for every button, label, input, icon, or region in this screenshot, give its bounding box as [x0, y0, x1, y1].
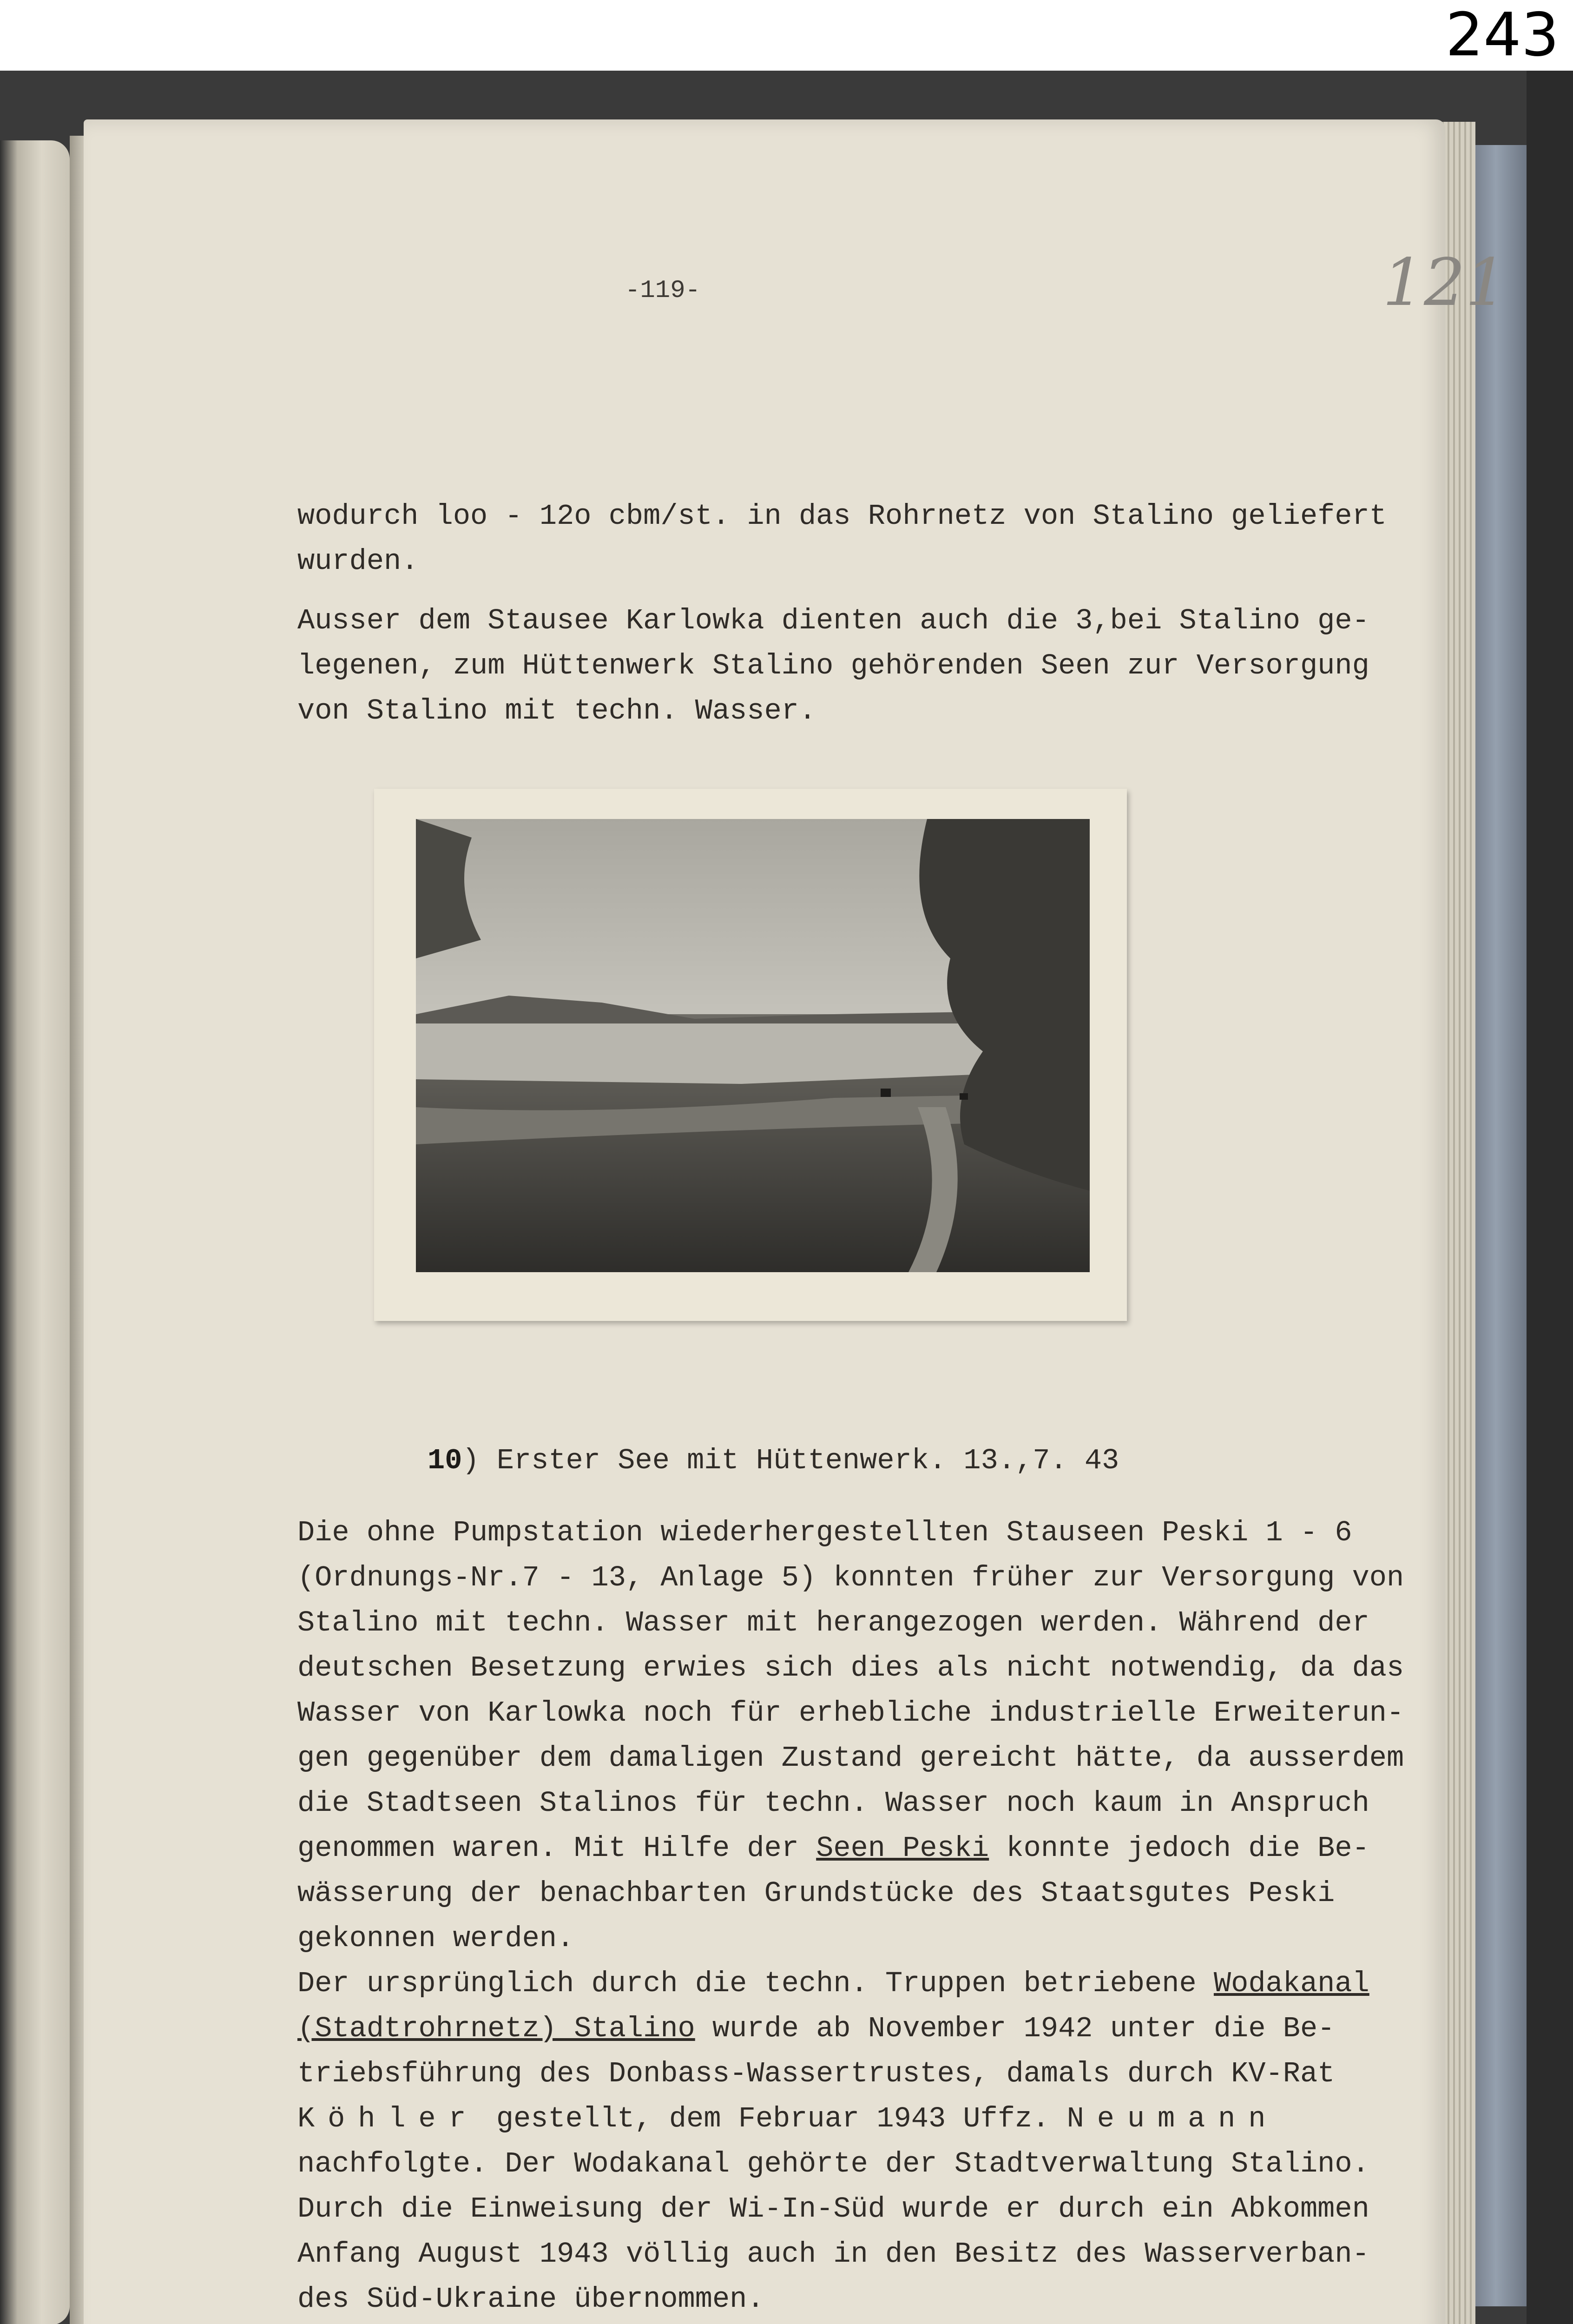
left-page-edge [0, 140, 70, 2324]
photo-caption [428, 1444, 1119, 1477]
line: gekonnen werden. [297, 1922, 574, 1955]
lake-photograph [416, 819, 1090, 1272]
line: gestellt, dem Februar 1943 Uffz. [479, 2102, 1067, 2135]
line: konnte jedoch die Be- [989, 1832, 1369, 1865]
line: deutschen Besetzung erwies sich dies als nicht notwendig, da das [297, 1651, 1404, 1684]
line: gen gegenüber dem damaligen Zustand gereicht hätte, da ausserdem [297, 1742, 1404, 1775]
underlined-term: Seen Peski [816, 1832, 989, 1865]
line: Der ursprünglich durch die techn. Truppen betriebene [297, 1967, 1214, 2000]
line: wurde ab November 1942 unter die Be- [695, 2012, 1335, 2045]
paragraph-2: Ausser dem Stausee Karlowka dienten auch die 3,bei Stalino ge- legenen, zum Hüttenwerk Stalino gehörenden Seen zur Versorgung von Stalino mit techn. Wasser. [297, 604, 1369, 727]
caption-number: 10 [428, 1444, 462, 1477]
line: nachfolgte. Der Wodakanal gehörte der Stadtverwaltung Stalino. [297, 2147, 1369, 2180]
spaced-name: Neumann [1066, 2102, 1279, 2135]
line: die Stadtseen Stalinos für techn. Wasser noch kaum in Anspruch [297, 1787, 1369, 1820]
line: Durch die Einweisung der Wi-In-Süd wurde er durch ein Abkommen [297, 2192, 1369, 2225]
line: des Süd-Ukraine übernommen. [297, 2283, 764, 2316]
paragraph-3 [297, 1510, 1506, 1961]
lake-photo-image [416, 819, 1090, 1272]
line: (Ordnungs-Nr.7 - 13, Anlage 5) konnten früher zur Versorgung von [297, 1561, 1404, 1594]
header-bar [0, 0, 1573, 71]
page-number: -119- [625, 277, 701, 305]
photo-mount [374, 789, 1127, 1321]
line: genommen waren. Mit Hilfe der [297, 1832, 816, 1865]
line: wässerung der benachbarten Grundstücke des Staatsgutes Peski [297, 1877, 1335, 1910]
line: Anfang August 1943 völlig auch in den Besitz des Wasserverban- [297, 2238, 1369, 2271]
spaced-name: Köhler [297, 2102, 479, 2135]
paragraph-4 [297, 1961, 1506, 2322]
archive-page-number: 243 [1445, 0, 1559, 70]
paragraph-1: wodurch loo - 12o cbm/st. in das Rohrnetz von Stalino geliefert wurden. [297, 500, 1387, 578]
pencil-annotation: 121 [1382, 245, 1507, 321]
underlined-term: (Stadtrohrnetz) Stalino [297, 2012, 695, 2045]
line: Stalino mit techn. Wasser mit herangezogen werden. Während der [297, 1606, 1369, 1639]
caption-text: ) Erster See mit Hüttenwerk. 13.,7. 43 [462, 1444, 1119, 1477]
document-page [84, 119, 1507, 2324]
scan-background [1527, 71, 1573, 2324]
line: Die ohne Pumpstation wiederhergestellten Stauseen Peski 1 - 6 [297, 1516, 1352, 1549]
underlined-term: Wodakanal [1213, 1967, 1369, 2000]
document-scan [0, 71, 1573, 2324]
line: triebsführung des Donbass-Wassertrustes, damals durch KV-Rat [297, 2057, 1335, 2090]
line: Wasser von Karlowka noch für erhebliche industrielle Erweiterun- [297, 1697, 1404, 1730]
